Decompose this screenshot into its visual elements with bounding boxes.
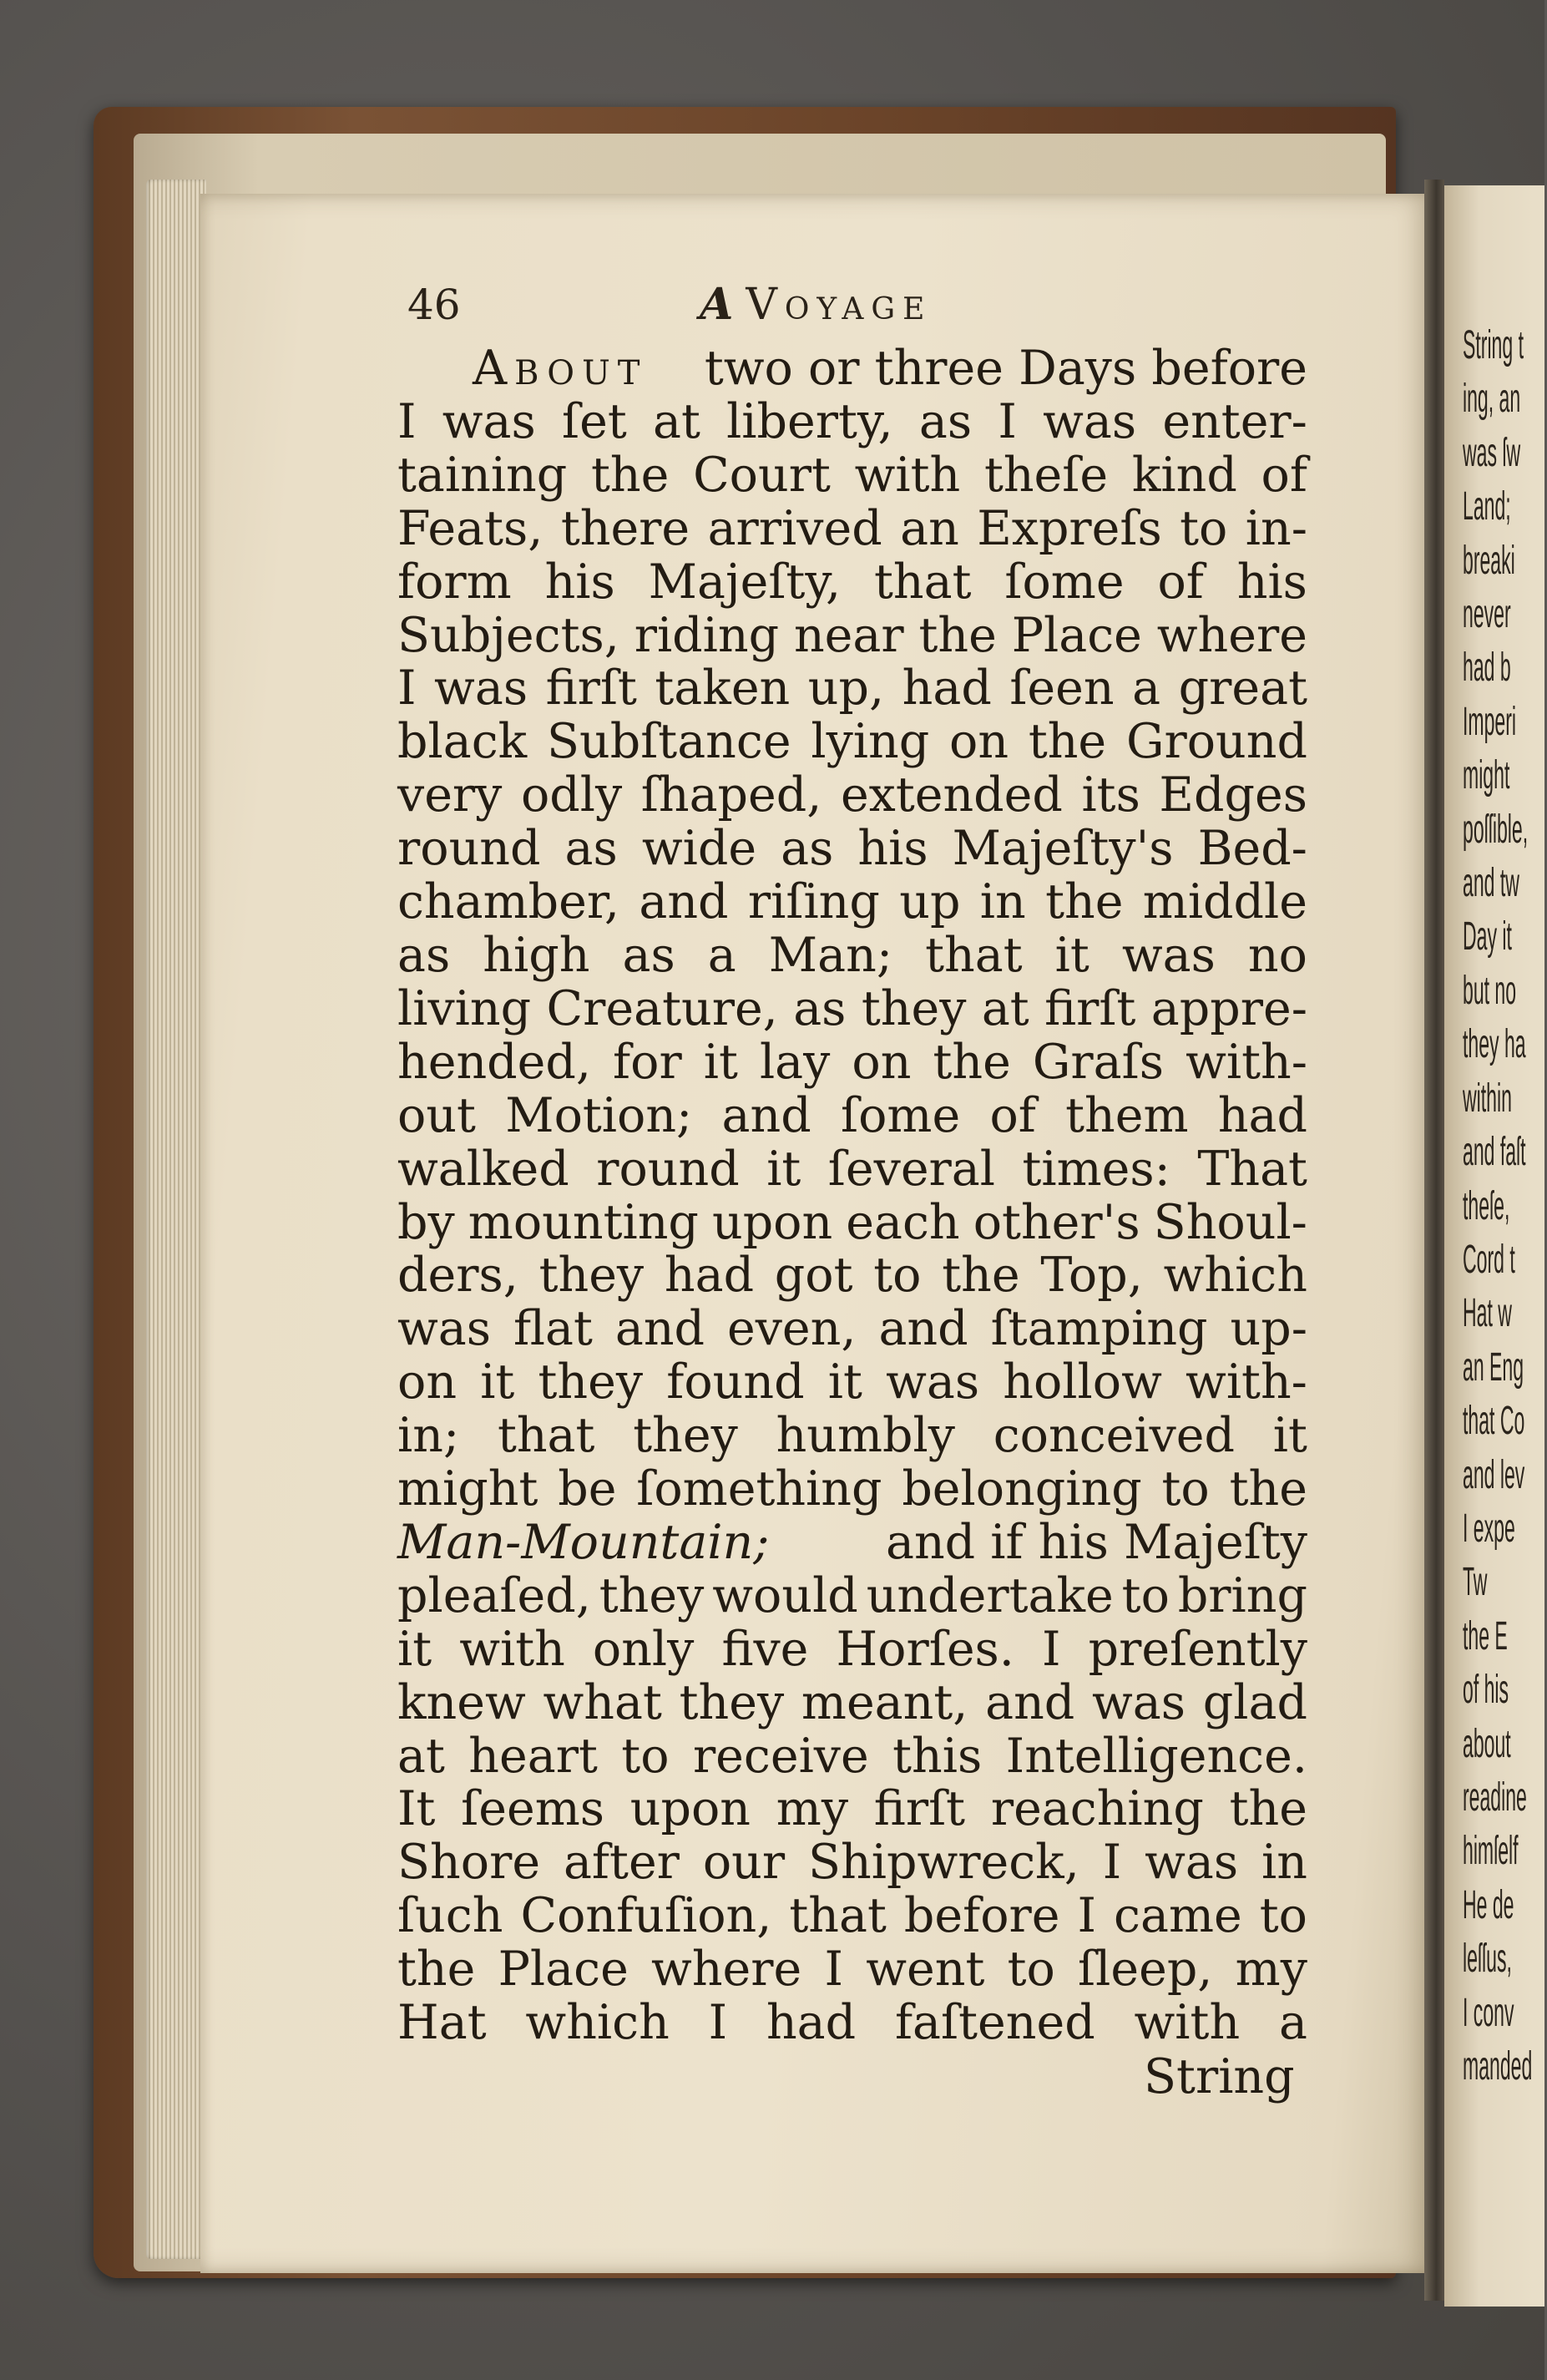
word: ſeen <box>1009 661 1115 717</box>
catchword: String <box>1144 2049 1295 2104</box>
word: heart <box>468 1728 598 1784</box>
word: I <box>397 661 417 717</box>
book-gutter <box>1424 180 1444 2301</box>
word: his <box>544 554 615 610</box>
word: Majeſty, <box>648 554 842 610</box>
word: as <box>793 980 847 1036</box>
word: our <box>702 1835 786 1891</box>
word: Graſs <box>1032 1034 1165 1090</box>
word: ſleep, <box>1078 1942 1213 1998</box>
facing-line: and tw <box>1463 861 1519 906</box>
word: taken <box>655 661 791 717</box>
word: belonging <box>902 1461 1142 1517</box>
facing-line: was ſw <box>1463 430 1521 475</box>
word: for <box>613 1034 682 1090</box>
word: hended, <box>397 1034 591 1090</box>
word: ders, <box>397 1248 518 1304</box>
word: the <box>1229 1781 1307 1837</box>
word: knew <box>397 1674 526 1730</box>
word: hollow <box>1003 1355 1162 1410</box>
word: Shoul- <box>1153 1194 1307 1250</box>
word: preſently <box>1088 1621 1307 1677</box>
word: Man; <box>768 927 893 983</box>
word: Place <box>1011 607 1142 663</box>
word: as <box>564 821 618 877</box>
word: the <box>590 447 670 503</box>
word: lying <box>811 714 930 770</box>
word: ſeveral <box>827 1141 996 1197</box>
word: and <box>878 1301 968 1357</box>
word: went <box>866 1942 985 1998</box>
word: chamber, <box>397 874 619 930</box>
word: ſomething <box>636 1461 882 1517</box>
text-line <box>397 1356 1307 1410</box>
word: and <box>721 1087 811 1143</box>
word: my <box>776 1781 849 1837</box>
facing-line: leſſus, <box>1463 1937 1512 1982</box>
word: was <box>397 1301 492 1357</box>
word: that <box>874 554 972 610</box>
word: which <box>525 1995 670 2051</box>
facing-line: Cord t <box>1463 1237 1515 1282</box>
facing-line: and faſt <box>1463 1130 1526 1175</box>
running-head-title: Voyage <box>746 280 933 330</box>
word: Top, <box>1040 1248 1143 1304</box>
word: Ground <box>1125 714 1307 770</box>
word: great <box>1178 661 1307 717</box>
running-head <box>700 271 932 338</box>
text-line <box>397 876 1307 929</box>
word: in; <box>397 1408 460 1464</box>
word: had <box>664 1248 755 1304</box>
facing-line: never <box>1463 592 1511 637</box>
word: Feats, <box>397 500 543 556</box>
word: where <box>651 1942 802 1998</box>
word: riding <box>634 607 780 663</box>
page-number: 46 <box>407 281 461 329</box>
facing-line: breaki <box>1463 538 1515 583</box>
facing-line: manded <box>1463 2044 1533 2089</box>
word: firſt <box>873 1781 966 1837</box>
word: that <box>925 927 1023 983</box>
word: I <box>1077 1888 1097 1944</box>
text-line <box>397 1194 1307 1250</box>
word: it <box>766 1141 801 1197</box>
text-line <box>397 393 1307 449</box>
text-line <box>397 1674 1307 1730</box>
word: even, <box>727 1301 857 1357</box>
text-line <box>397 1514 1307 1570</box>
facing-line: I expe <box>1463 1506 1515 1551</box>
word: round <box>397 821 541 877</box>
word: faſtened <box>894 1995 1095 2051</box>
word: my <box>1235 1942 1307 1998</box>
word: as <box>397 927 451 983</box>
word: other's <box>973 1194 1140 1250</box>
word: enter- <box>1162 393 1307 449</box>
word: they <box>538 1248 645 1304</box>
word: by <box>397 1194 455 1250</box>
word: Edges <box>1159 767 1307 823</box>
word: riſing <box>747 874 880 930</box>
word: and <box>614 1301 705 1357</box>
word: undertake <box>866 1567 1114 1623</box>
text-line <box>397 1623 1307 1677</box>
facing-line: I conv <box>1463 1990 1514 2035</box>
facing-line: theſe, <box>1463 1183 1510 1228</box>
word: Horſes. <box>836 1621 1014 1677</box>
text-line <box>397 1143 1307 1197</box>
text-line <box>397 607 1307 663</box>
word: pleaſed, <box>397 1567 591 1623</box>
word: had <box>902 661 992 717</box>
body-text <box>397 342 1307 2050</box>
word: before <box>903 1888 1060 1944</box>
text-line <box>397 500 1307 556</box>
word: and <box>985 1674 1075 1730</box>
word: at <box>397 1728 445 1784</box>
word: the <box>1028 714 1107 770</box>
text-line <box>397 1943 1307 1997</box>
word: the <box>933 1034 1011 1090</box>
word: liberty, <box>726 393 893 449</box>
word: Intelligence. <box>1005 1728 1307 1784</box>
word: form <box>397 554 512 610</box>
italic-phrase: Man-Mountain; <box>397 1514 770 1570</box>
word: conceived <box>993 1408 1236 1464</box>
word: only <box>592 1621 695 1677</box>
word: lay <box>759 1034 831 1090</box>
word: was <box>1043 393 1137 449</box>
word: flat <box>513 1301 593 1357</box>
word: in <box>1261 1835 1307 1891</box>
word: a <box>1132 661 1161 717</box>
text-line <box>397 823 1307 876</box>
facing-line: Land; <box>1463 484 1511 529</box>
text-line <box>397 1783 1307 1836</box>
word: walked <box>397 1141 569 1197</box>
facing-line: of his <box>1463 1668 1509 1713</box>
word: Place <box>498 1942 629 1998</box>
word: up, <box>807 661 885 717</box>
word: to <box>1121 1567 1170 1623</box>
facing-line: that Co <box>1463 1399 1525 1444</box>
text-line <box>397 769 1307 823</box>
word: his <box>857 821 928 877</box>
page-header <box>407 271 1009 347</box>
word: it <box>1054 927 1089 983</box>
word: Shore <box>397 1835 541 1891</box>
text-line <box>397 1249 1307 1303</box>
word: the <box>942 1248 1020 1304</box>
word: Bed- <box>1197 821 1307 877</box>
text-line <box>397 449 1307 503</box>
word: theſe <box>983 447 1109 503</box>
word: had <box>1217 1087 1307 1143</box>
word: ſeems <box>461 1781 605 1837</box>
word: receive <box>692 1728 869 1784</box>
word: to <box>1180 500 1228 556</box>
word: found <box>666 1355 805 1410</box>
word: with <box>1134 1995 1241 2051</box>
facing-line: Tw <box>1463 1560 1488 1605</box>
facing-line: himſelf <box>1463 1829 1519 1874</box>
word: in <box>979 874 1026 930</box>
word: on <box>852 1034 912 1090</box>
word: with <box>459 1621 565 1677</box>
text-line <box>397 1890 1307 1943</box>
word: odly <box>520 767 623 823</box>
text-line <box>397 1730 1307 1784</box>
word: be <box>558 1461 617 1517</box>
word: the <box>918 607 997 663</box>
word: to <box>1161 1461 1210 1517</box>
word: upon <box>629 1781 751 1837</box>
word: was <box>442 393 536 449</box>
word: mounting <box>468 1194 699 1250</box>
facing-page-text <box>1463 319 1533 2094</box>
word: as <box>622 927 675 983</box>
facing-line: He de <box>1463 1882 1514 1927</box>
word: an <box>900 500 959 556</box>
word: the <box>397 1942 476 1998</box>
word: firſt <box>545 661 637 717</box>
word: might <box>397 1461 538 1517</box>
word: was <box>1121 927 1216 983</box>
text-line <box>397 662 1307 716</box>
word: to <box>873 1248 922 1304</box>
word: near <box>793 607 904 663</box>
word: Majeſty's <box>952 821 1174 877</box>
word: it <box>1272 1408 1307 1464</box>
word: with <box>854 447 961 503</box>
text-line <box>397 1303 1307 1356</box>
word: it <box>703 1034 738 1090</box>
facing-line: the E <box>1463 1613 1508 1658</box>
word: I <box>1102 1835 1122 1891</box>
word: of <box>989 1087 1036 1143</box>
word: up- <box>1230 1301 1307 1357</box>
word: I <box>397 393 417 449</box>
word: came <box>1114 1888 1242 1944</box>
word: it <box>397 1621 432 1677</box>
facing-line: Imperi <box>1463 699 1517 744</box>
word: Subſtance <box>546 714 791 770</box>
page-edges <box>146 180 206 2259</box>
word: at <box>981 980 1029 1036</box>
word: it <box>480 1355 515 1410</box>
word: his <box>1236 554 1307 610</box>
text-line <box>397 342 1307 396</box>
facing-line: had b <box>1463 646 1511 691</box>
word: as <box>781 821 834 877</box>
word: the <box>1045 874 1124 930</box>
word: they <box>599 1567 705 1623</box>
text-line-content: two or three Days before <box>704 341 1307 396</box>
word: meant, <box>801 1674 968 1730</box>
word: with- <box>1186 1355 1307 1410</box>
word: Motion; <box>505 1087 693 1143</box>
word: appre- <box>1150 980 1307 1036</box>
word: I <box>708 1995 728 2051</box>
facing-line: but no <box>1463 968 1517 1013</box>
facing-line: String t <box>1463 323 1524 367</box>
word: a <box>707 927 736 983</box>
word: I <box>824 1942 843 1998</box>
word: It <box>397 1781 436 1837</box>
word: up <box>899 874 961 930</box>
word: wide <box>641 821 757 877</box>
word: they <box>633 1408 738 1464</box>
facing-line: about <box>1463 1721 1511 1766</box>
word: Hat <box>397 1995 487 2051</box>
word: taining <box>397 447 568 503</box>
text-line <box>397 1567 1307 1623</box>
word: upon <box>711 1194 833 1250</box>
word: that <box>789 1888 887 1944</box>
word: round <box>596 1141 740 1197</box>
word: to <box>621 1728 670 1784</box>
word: extended <box>840 767 1063 823</box>
word: firſt <box>1044 980 1136 1036</box>
word: I <box>1042 1621 1061 1677</box>
text-line <box>397 1087 1307 1143</box>
word: would <box>712 1567 858 1623</box>
facing-line: Hat w <box>1463 1291 1512 1336</box>
text-line <box>397 929 1307 983</box>
word: Confuſion, <box>520 1888 772 1944</box>
word: ſome <box>1004 554 1125 610</box>
word: Creature, <box>546 980 778 1036</box>
facing-line: and lev <box>1463 1452 1525 1497</box>
word: to <box>1259 1888 1307 1944</box>
word: as <box>918 393 973 449</box>
word: was <box>1145 1835 1239 1891</box>
text-line <box>397 1036 1307 1090</box>
text-line <box>397 1410 1307 1463</box>
facing-line: an Eng <box>1463 1344 1524 1390</box>
word: in- <box>1245 500 1307 556</box>
facing-line: poſſible, <box>1463 807 1529 852</box>
word: five <box>721 1621 809 1677</box>
text-line <box>397 1836 1307 1890</box>
word: Expreſs <box>977 500 1162 556</box>
text-line <box>397 556 1307 610</box>
word: arrived <box>707 500 882 556</box>
word: black <box>397 714 528 770</box>
word: with- <box>1186 1034 1307 1090</box>
word: Court <box>693 447 831 503</box>
word: and <box>639 874 729 930</box>
word: of <box>1261 447 1307 503</box>
word: the <box>1229 1461 1307 1517</box>
facing-line: within <box>1463 1076 1512 1121</box>
word: ſtamping <box>990 1301 1208 1357</box>
word: which <box>1163 1248 1307 1304</box>
word: That <box>1197 1141 1307 1197</box>
word: middle <box>1142 874 1307 930</box>
word: Subjects, <box>397 607 619 663</box>
running-head-lead: A <box>700 279 741 330</box>
word: glad <box>1202 1674 1307 1730</box>
word: no <box>1247 927 1307 983</box>
opening-word: About <box>473 341 648 396</box>
word: on <box>397 1355 458 1410</box>
text-line <box>397 716 1307 769</box>
word: they <box>861 980 967 1036</box>
word: at <box>652 393 700 449</box>
word: was <box>1092 1674 1186 1730</box>
word: humbly <box>776 1408 955 1464</box>
word: of <box>1157 554 1204 610</box>
word: ſuch <box>397 1888 503 1944</box>
text-line <box>397 1463 1307 1517</box>
word: bring <box>1177 1567 1307 1623</box>
word: they <box>538 1355 644 1410</box>
word: was <box>886 1355 980 1410</box>
word: high <box>483 927 590 983</box>
word: where <box>1156 607 1307 663</box>
word: they <box>679 1674 785 1730</box>
word: was <box>434 661 528 717</box>
word: I <box>998 393 1017 449</box>
word: Shipwreck, <box>807 1835 1079 1891</box>
word: them <box>1065 1087 1189 1143</box>
word: times: <box>1022 1141 1170 1197</box>
word: there <box>560 500 690 556</box>
word: ſhaped, <box>640 767 822 823</box>
word: after <box>563 1835 680 1891</box>
word: each <box>846 1194 960 1250</box>
word: got <box>774 1248 853 1304</box>
word: it <box>827 1355 862 1410</box>
word: reaching <box>990 1781 1204 1837</box>
word: what <box>543 1674 662 1730</box>
word: had <box>766 1995 857 2051</box>
word: out <box>397 1087 476 1143</box>
word: to <box>1007 1942 1055 1998</box>
text-line-content: and if his Majeſty <box>885 1514 1307 1570</box>
word: ſome <box>840 1087 961 1143</box>
word: very <box>397 767 503 823</box>
facing-line: ing, an <box>1463 377 1521 422</box>
word: on <box>949 714 1009 770</box>
facing-line: readine <box>1463 1775 1527 1820</box>
word: that <box>497 1408 595 1464</box>
word: a <box>1278 1995 1307 2051</box>
word: ſet <box>562 393 627 449</box>
word: this <box>892 1728 983 1784</box>
word: living <box>397 980 532 1036</box>
word: kind <box>1131 447 1237 503</box>
facing-line: Day it <box>1463 914 1512 960</box>
text-line <box>397 980 1307 1036</box>
text-line <box>397 1997 1307 2050</box>
word: its <box>1081 767 1140 823</box>
facing-line: they ha <box>1463 1022 1526 1067</box>
facing-line: might <box>1463 753 1510 798</box>
